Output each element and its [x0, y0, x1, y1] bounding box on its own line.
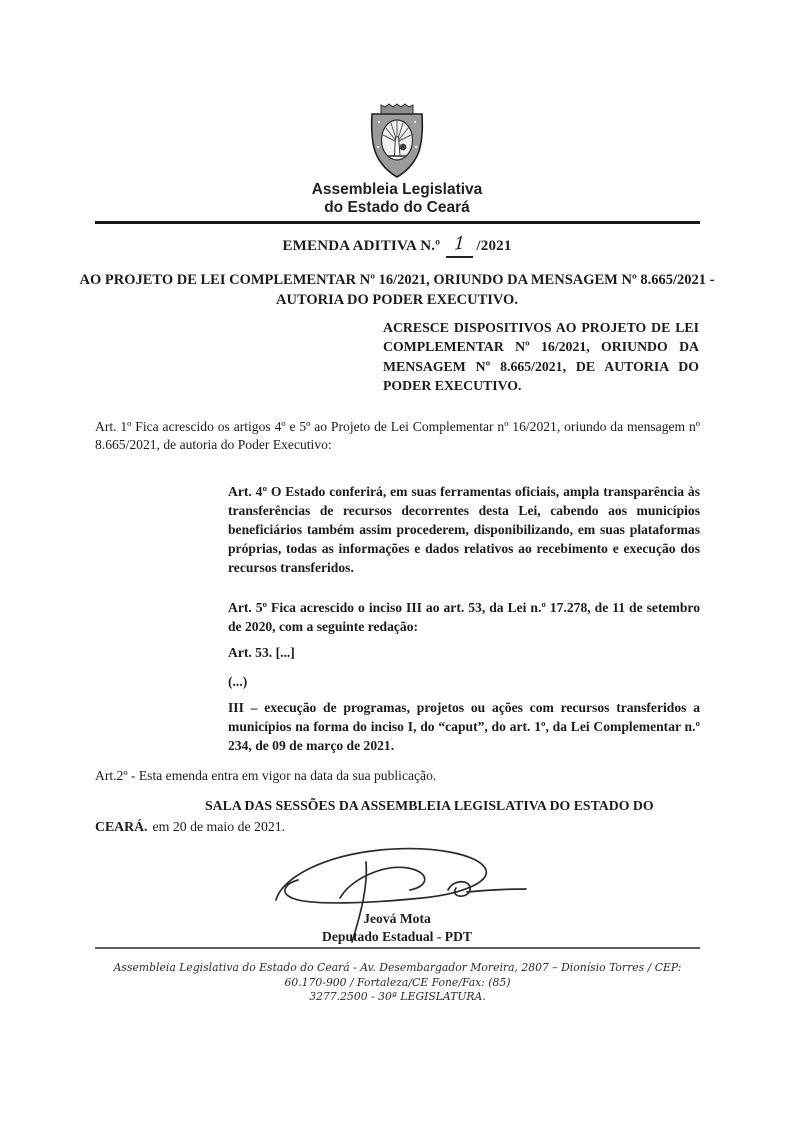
- document-header: [0, 100, 794, 216]
- subject-heading: AO PROJETO DE LEI COMPLEMENTAR Nº 16/2021, ORIUNDO DA MENSAGEM Nº 8.665/2021 - AUTORIA DO PODER EXECUTIVO.: [79, 272, 715, 308]
- article-53-reference: Art. 53. [...]: [228, 644, 295, 660]
- omissis-marker: (...): [228, 673, 248, 689]
- inciso-iii-quote: III – execução de programas, projetos ou ações com recursos transferidos a municípios na forma do inciso I, do “caput”, do art. 1º, da Lei Complementar n.º 234, de 09 de março de 2021.: [228, 699, 700, 753]
- article-5-quote: Art. 5º Fica acrescido o inciso III ao art. 53, da Lei n.º 17.278, de 11 de setembro de 2020, com a seguinte redação:: [228, 599, 700, 634]
- footer-line2: 3277.2500 - 30ª LEGISLATURA.: [309, 990, 486, 1003]
- closing-date: em 20 de maio de 2021.: [152, 818, 286, 834]
- signer-name: Jeová Mota: [363, 911, 431, 926]
- org-name-line2: do Estado do Ceará: [324, 198, 470, 216]
- title-prefix: EMENDA ADITIVA N.º: [282, 238, 441, 254]
- ceara-coat-of-arms-icon: [357, 100, 437, 178]
- closing-block: [95, 796, 700, 837]
- org-name-line1: Assembleia Legislativa: [311, 181, 483, 198]
- document-title: [0, 233, 794, 258]
- closing-line2: [95, 819, 285, 834]
- signature-block: [0, 840, 794, 946]
- article-2: Art.2º - Esta emenda entra em vigor na data da sua publicação.: [95, 767, 437, 783]
- document-footer: [95, 947, 700, 1005]
- footer-line1: Assembleia Legislativa do Estado do Ceará - Av. Desembargador Moreira, 2807 – Dionísio Torres / CEP: 60.170-900 / Fortaleza/CE Fone/Fax: (85): [113, 961, 682, 989]
- title-suffix: /2021: [476, 238, 512, 254]
- header-divider: [95, 221, 700, 224]
- signer-role: Deputado Estadual - PDT: [322, 929, 472, 944]
- article-1: Art. 1º Fica acrescido os artigos 4º e 5º ao Projeto de Lei Complementar nº 16/2021, oriundo da mensagem nº 8.665/2021, de autoria do Poder Executivo:: [95, 418, 700, 453]
- closing-location: CEARÁ.: [95, 818, 148, 834]
- handwritten-amendment-number: 1: [446, 236, 473, 258]
- ementa-block: ACRESCE DISPOSITIVOS AO PROJETO DE LEI COMPLEMENTAR Nº 16/2021, ORIUNDO DA MENSAGEM Nº 8.665/2021, DE AUTORIA DO PODER EXECUTIVO.: [383, 320, 699, 394]
- closing-line1: SALA DAS SESSÕES DA ASSEMBLEIA LEGISLATIVA DO ESTADO DO: [205, 798, 654, 813]
- article-4-quote: Art. 4º O Estado conferirá, em suas ferramentas oficiais, ampla transparência às transferências de recursos decorrentes desta Lei, cabendo aos municípios beneficiários também assim procederem, disponibilizando, em suas plataformas próprias, todas as informações e dados relativos ao recebimento e execução dos recursos transferidos.: [228, 483, 700, 576]
